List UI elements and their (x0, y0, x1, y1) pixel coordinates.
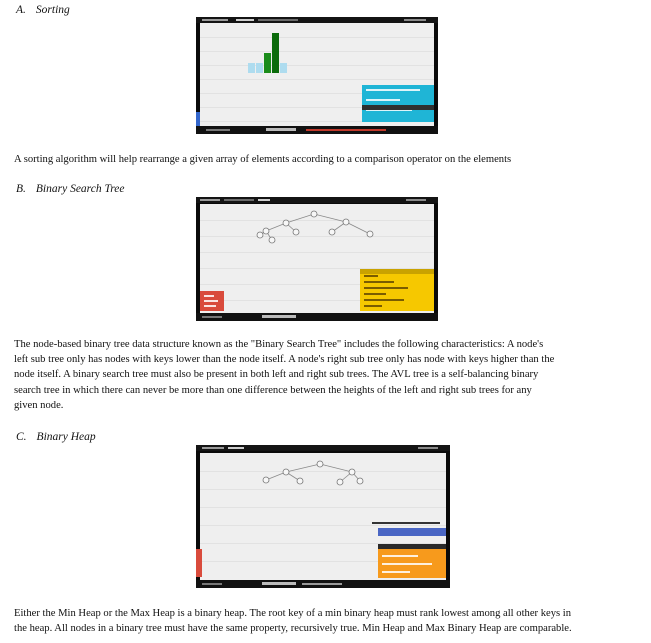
heap-code-header (378, 528, 446, 536)
bst-screenshot (196, 197, 438, 321)
tree-node (311, 211, 317, 217)
sort-bar (256, 63, 263, 73)
section-a-heading (16, 4, 70, 16)
tree-node (367, 231, 373, 237)
section-b-letter: B. (16, 183, 26, 195)
paragraph-line: left sub tree only has nodes with keys lower than the node itself. A node's right sub tree only has node with keys higher than the (14, 354, 555, 366)
tree-edge (346, 222, 370, 234)
heap-side-panel (196, 549, 202, 577)
tree-edge (320, 464, 352, 472)
sort-bar (248, 63, 255, 73)
tree-edge (286, 214, 314, 223)
paragraph-line: given node. (14, 399, 64, 411)
bst-panel-header (360, 269, 434, 274)
tree-node (349, 469, 355, 475)
paragraph-line: the heap. All nodes in a binary tree must have the same property, recursively true. Min Heap and Max Binary Heap are comparable. (14, 623, 572, 635)
tree-node (297, 478, 303, 484)
tree-node (269, 237, 275, 243)
sort-bar (280, 63, 287, 73)
tree-node (263, 228, 269, 234)
tree-node (263, 477, 269, 483)
section-b-paragraph (14, 337, 640, 413)
tree-node (283, 220, 289, 226)
bst-side-panel (200, 291, 224, 311)
tree-node (337, 479, 343, 485)
section-a-letter: A. (16, 4, 26, 16)
section-c-letter: C. (16, 431, 27, 443)
bst-controls (196, 313, 438, 321)
sorting-code-panel (362, 85, 434, 122)
section-b-title: Binary Search Tree (35, 183, 125, 195)
heap-screenshot (196, 445, 450, 588)
tree-node (357, 478, 363, 484)
sorting-controls (196, 126, 438, 134)
tree-edge (286, 464, 320, 472)
paragraph-line: node itself. A binary search tree must also be present in both left and right sub trees. The AVL tree is a self-balancing binary (14, 369, 539, 381)
paragraph-line: A sorting algorithm will help rearrange a given array of elements according to a comparison operator on the elements (14, 154, 512, 165)
section-a-title: Sorting (35, 4, 70, 16)
tree-node (293, 229, 299, 235)
paragraph-line: Either the Min Heap or the Max Heap is a binary heap. The root key of a min binary heap must rank lowest among all other keys in (14, 608, 571, 619)
paragraph-line: The node-based binary tree data structure known as the "Binary Search Tree" includes the following characteristics: A node's (14, 339, 544, 350)
heap-status-text (372, 522, 440, 524)
heap-controls (196, 580, 450, 588)
heap-code-panel (378, 549, 446, 578)
tree-node (343, 219, 349, 225)
sort-bar (272, 33, 279, 73)
section-b-heading (16, 183, 124, 195)
sorting-highlight-line (362, 105, 434, 110)
tree-node (257, 232, 263, 238)
paragraph-line: search tree in which there can never be more than one difference between the heights of the left and right sub trees for any (14, 384, 532, 396)
bst-topbar (196, 197, 438, 203)
section-c-heading (16, 431, 96, 443)
tree-node (283, 469, 289, 475)
section-c-title: Binary Heap (36, 431, 96, 443)
sorting-screenshot (196, 17, 438, 134)
section-c-paragraph (14, 606, 640, 636)
sorting-side-tab (196, 112, 200, 126)
tree-node (317, 461, 323, 467)
tree-edge (314, 214, 346, 222)
section-a-paragraph (14, 152, 634, 167)
heap-topbar (196, 445, 450, 451)
bst-code-panel (360, 269, 434, 311)
sort-bar (264, 53, 271, 73)
tree-node (329, 229, 335, 235)
